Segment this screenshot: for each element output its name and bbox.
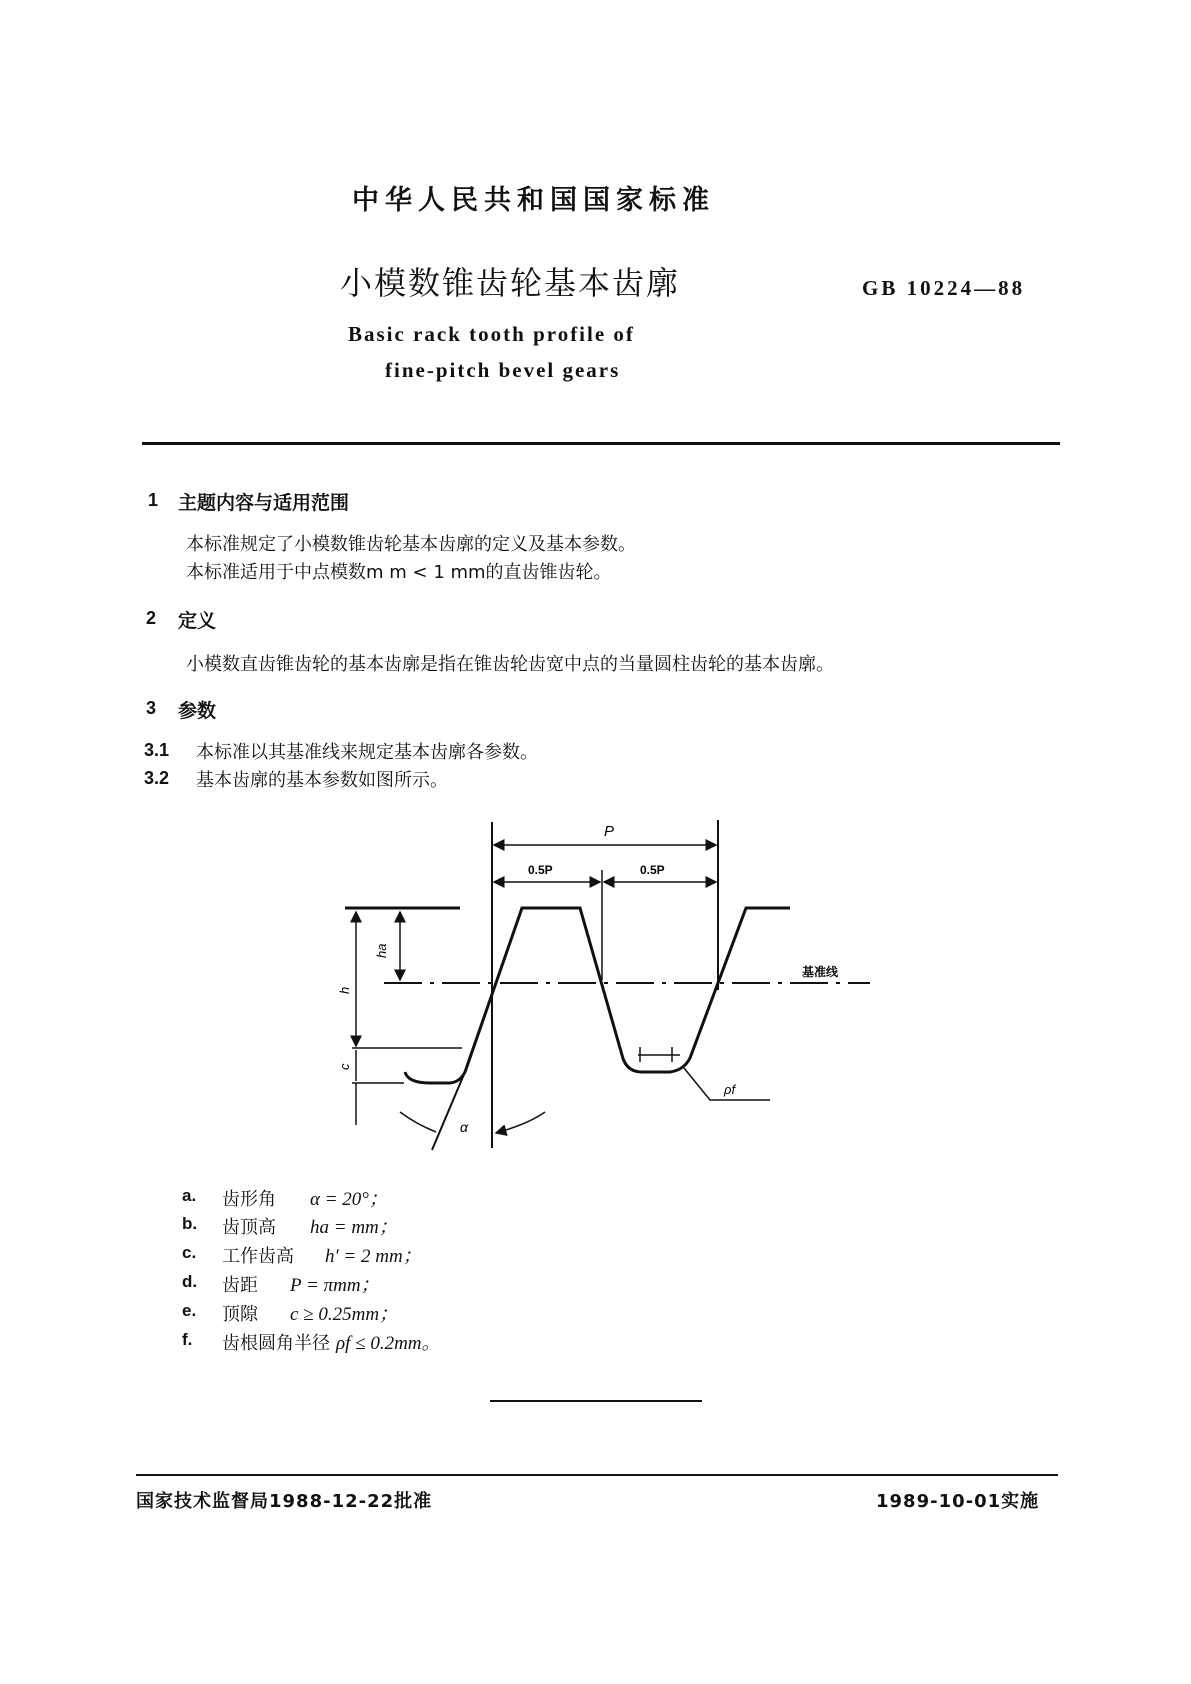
label-half-pitch-right: 0.5P [640,863,665,877]
formula-c-expr: h′ = 2 mm； [325,1246,422,1267]
formula-e-label: e. [182,1301,197,1320]
label-working-depth: h [337,986,352,994]
section-2-paragraph-1: 小模数直齿锥齿轮的基本齿廓是指在锥齿轮齿宽中点的当量圆柱齿轮的基本齿廓。 [186,654,834,675]
formula-e-expr: c ≥ 0.25mm； [290,1304,399,1325]
formula-a-name: 齿形角 [222,1189,276,1210]
formula-f-name: 齿根圆角半径 [222,1333,330,1354]
label-addendum: ha [374,943,389,958]
alpha-arc-left [400,1112,436,1132]
subsection-3-2-number: 3.2 [144,768,170,788]
label-half-pitch-left: 0.5P [528,863,553,877]
formula-f-expr: ρf ≤ 0.2mm。 [336,1333,441,1354]
formula-a-expr: α = 20°； [310,1189,388,1210]
section-2-number: 2 [146,608,157,628]
formula-b-label: b. [182,1214,198,1233]
footer-divider [136,1474,1058,1476]
subsection-3-1-text: 本标准以其基准线来规定基本齿廓各参数。 [196,742,538,763]
formula-d-label: d. [182,1272,198,1291]
subsection-3-1-number: 3.1 [144,740,170,760]
formula-c-label: c. [182,1243,197,1262]
document-title-cn: 小模数锥齿轮基本齿廓 [340,264,681,302]
label-clearance: c [337,1063,352,1070]
formula-c-name: 工作齿高 [222,1246,294,1267]
formula-e-name: 顶隙 [222,1304,258,1325]
document-title-en-line1: Basic rack tooth profile of [348,322,635,346]
label-datum-line: 基准线 [802,965,839,979]
formula-f-label: f. [182,1330,193,1349]
label-fillet-radius: ρf [724,1082,736,1097]
label-pressure-angle: α [460,1119,468,1135]
formula-b-expr: ha = mm； [310,1217,398,1238]
section-3-title: 参数 [178,700,217,722]
standard-code: GB 10224—88 [862,276,1026,300]
section-1-paragraph-1: 本标准规定了小模数锥齿轮基本齿廓的定义及基本参数。 [186,534,636,555]
document-title-en-line2: fine-pitch bevel gears [385,358,621,382]
end-of-text-rule [490,1400,702,1402]
subsection-3-2-text: 基本齿廓的基本参数如图所示。 [196,770,448,791]
section-1-number: 1 [148,490,159,510]
section-1-paragraph-2: 本标准适用于中点模数m m < 1 mm的直齿锥齿轮。 [186,562,612,583]
formula-b-name: 齿顶高 [222,1217,276,1238]
label-pitch: P [604,823,615,840]
section-1-title: 主题内容与适用范围 [178,492,350,514]
effective-date: 1989-10-01实施 [876,1491,1040,1512]
formula-d-name: 齿距 [222,1275,258,1296]
formula-d-expr: P = πmm； [290,1275,380,1296]
section-2-title: 定义 [178,610,217,632]
alpha-arc-right [496,1112,545,1133]
standard-country-heading: 中华人民共和国国家标准 [352,185,715,216]
tooth-profile-outline [405,908,790,1083]
approval-date: 国家技术监督局1988-12-22批准 [136,1491,433,1512]
formula-a-label: a. [182,1186,197,1205]
section-3-number: 3 [146,698,157,718]
